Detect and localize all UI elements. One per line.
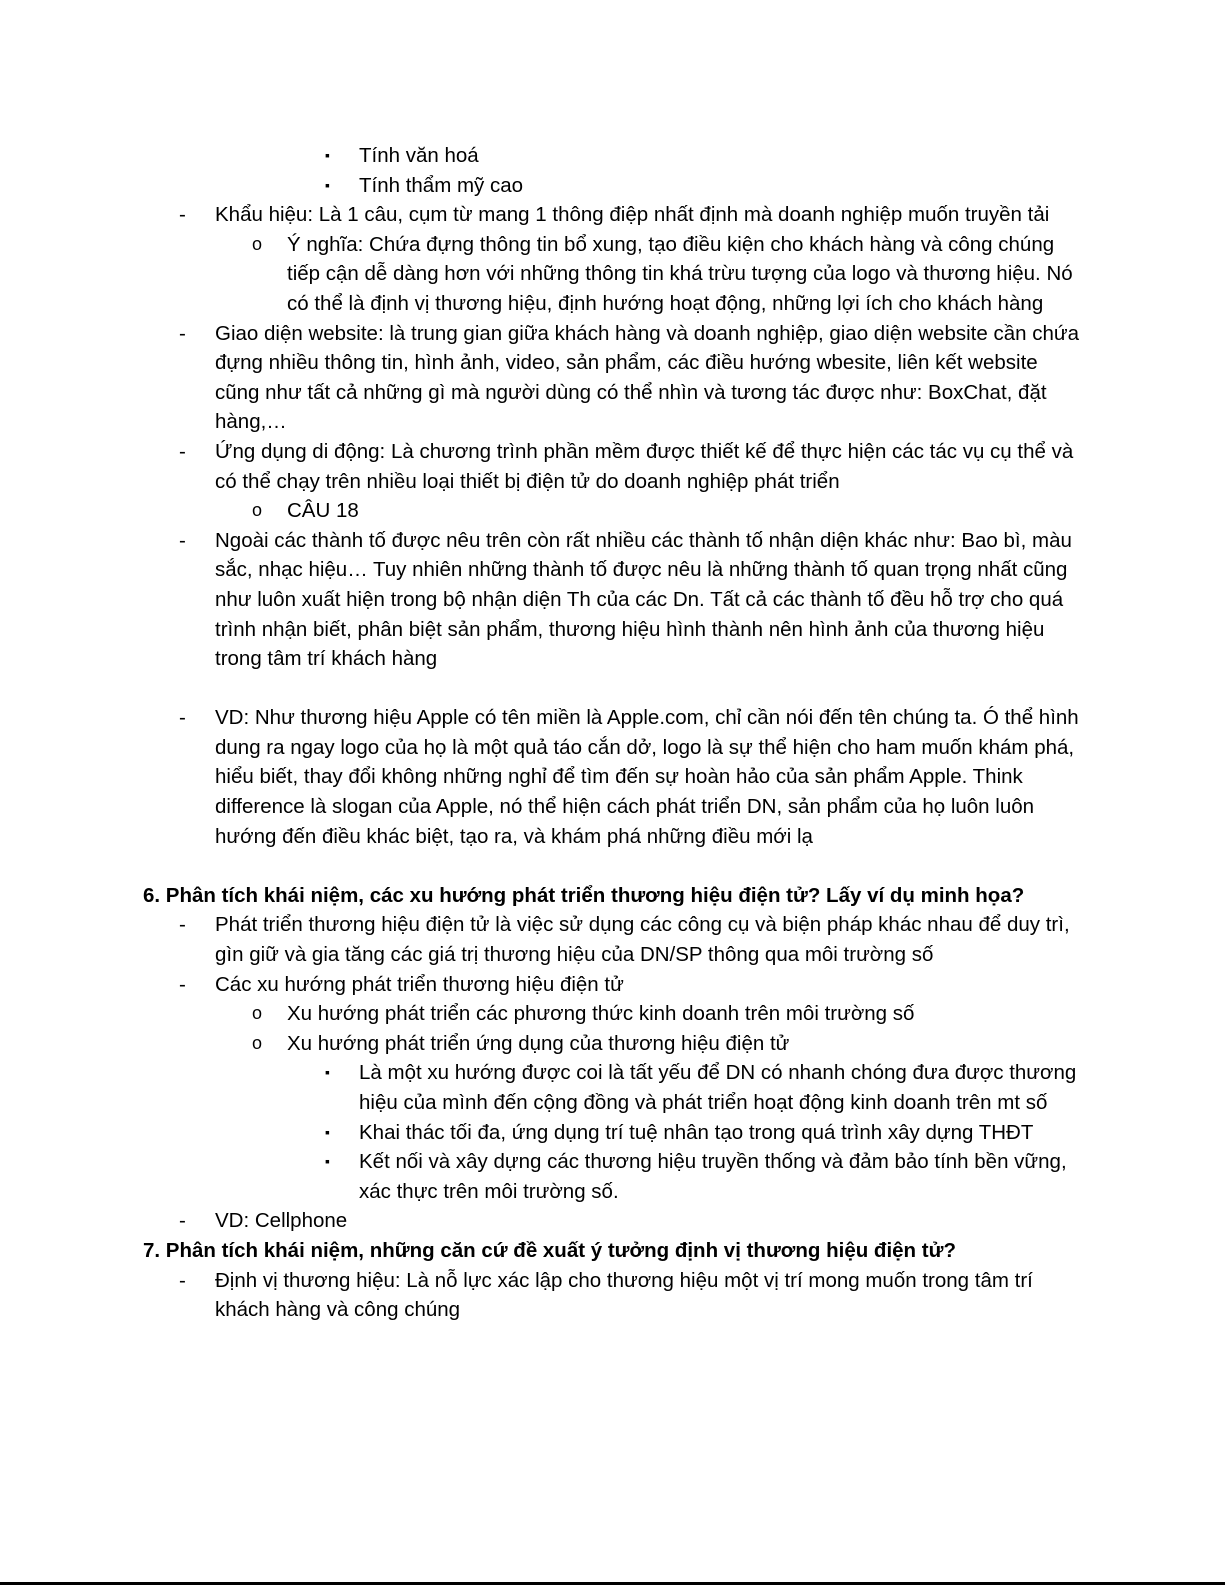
list-item-text: Các xu hướng phát triển thương hiệu điện tử [215, 972, 624, 996]
document-page [0, 141, 1225, 1325]
list-item-text: Xu hướng phát triển ứng dụng của thương hiệu điện tử [287, 1031, 790, 1055]
list-item [0, 1118, 1086, 1148]
dash-bullet-icon: - [179, 972, 186, 996]
list-item [0, 200, 1085, 230]
list-item [0, 496, 1087, 526]
square-bullet-icon: ▪ [325, 147, 330, 163]
list-item [0, 999, 1087, 1029]
list-item [0, 1206, 1085, 1236]
dash-bullet-icon: - [179, 321, 186, 345]
list-item-text: Định vị thương hiệu: Là nỗ lực xác lập cho thương hiệu một vị trí mong muốn trong tâm trí khách hàng và công chúng [215, 1268, 1033, 1322]
circle-bullet-icon: o [252, 1032, 263, 1053]
dash-bullet-icon: - [179, 1268, 186, 1292]
square-bullet-icon: ▪ [325, 1064, 330, 1081]
list-item [0, 319, 1085, 437]
list-item-text: Ngoài các thành tố được nêu trên còn rất nhiều các thành tố nhận diện khác như: Bao bì, màu sắc, nhạc hiệu… Tuy nhiên những thành tố được nêu là những thành tố quan trọng nhất cũng như luôn xuất hiện trong bộ nhận diện Th của các Dn. Tất cả các thành tố đều hỗ trợ cho quá trình nhận biết, phân biệt sản phẩm, thương hiệu hình thành nên hình ảnh của thương hiệu trong tâm trí khách hàng [215, 528, 1072, 671]
list-item [0, 230, 1087, 319]
circle-bullet-icon: o [252, 500, 263, 521]
list-item-text: Xu hướng phát triển các phương thức kinh doanh trên môi trường số [287, 1002, 915, 1026]
list-item [0, 437, 1085, 496]
blank-line [0, 674, 1225, 704]
dash-bullet-icon: - [179, 528, 186, 552]
list-item-text: Phát triển thương hiệu điện tử là việc sử dụng các công cụ và biện pháp khác nhau để duy trì, gìn giữ và gia tăng các giá trị thương hiệu của DN/SP thông qua môi trường số [215, 913, 1070, 967]
list-item [0, 1029, 1087, 1059]
dash-bullet-icon: - [179, 439, 186, 463]
dash-bullet-icon: - [179, 706, 186, 730]
list-item [0, 171, 1086, 201]
list-item [0, 970, 1085, 1000]
list-item [0, 1147, 1086, 1206]
dash-bullet-icon: - [179, 1209, 186, 1233]
list-item-text: Giao diện website: là trung gian giữa khách hàng và doanh nghiệp, giao diện website cần chứa đựng nhiều thông tin, hình ảnh, video, sản phẩm, các điều hướng wbesite, liên kết website cũng như tất cả những gì mà người dùng có thể nhìn và tương tác được như: BoxChat, đặt hàng,… [215, 321, 1079, 434]
list-item-text: Tính thẩm mỹ cao [359, 173, 524, 197]
list-item-text: Ý nghĩa: Chứa đựng thông tin bổ xung, tạo điều kiện cho khách hàng và công chúng tiếp cận dễ dàng hơn với những thông tin khá trừu tượng của logo và thương hiệu. Nó có thể là định vị thương hiệu, định hướng hoạt động, những lợi ích cho khách hàng [287, 232, 1073, 315]
blank-line [0, 851, 1225, 881]
circle-bullet-icon: o [252, 1003, 263, 1024]
list-item-text: Kết nối và xây dựng các thương hiệu truyền thống và đảm bảo tính bền vững, xác thực trên môi trường số. [359, 1150, 1067, 1203]
list-item-text: VD: Như thương hiệu Apple có tên miền là Apple.com, chỉ cần nói đến tên chúng ta. Ó thể hình dung ra ngay logo của họ là một quả táo cắn dở, logo là sự thể hiện cho ham muốn khám phá, hiểu biết, thay đổi không những nghỉ để tìm đến sự hoàn hảo của sản phẩm Apple. Think difference là slogan của Apple, nó thể hiện cách phát triển DN, sản phẩm của họ luôn luôn hướng đến điều khác biệt, tạo ra, và khám phá những điều mới lạ [215, 706, 1079, 848]
list-item-text: VD: Cellphone [215, 1209, 348, 1233]
square-bullet-icon: ▪ [325, 1123, 330, 1140]
dash-bullet-icon: - [179, 913, 186, 937]
dash-bullet-icon: - [179, 203, 186, 227]
list-item [0, 526, 1085, 674]
section-7-heading: 7. Phân tích khái niệm, những căn cứ đề xuất ý tưởng định vị thương hiệu điện tử? [143, 1238, 956, 1262]
list-item-text: Tính văn hoá [359, 144, 479, 167]
section-6-heading: 6. Phân tích khái niệm, các xu hướng phát triển thương hiệu điện tử? Lấy ví dụ minh họa? [143, 883, 1025, 907]
list-item [0, 703, 1085, 851]
square-bullet-icon: ▪ [325, 176, 330, 193]
list-item [0, 141, 1086, 171]
list-item [0, 910, 1085, 969]
circle-bullet-icon: o [252, 233, 263, 254]
list-item-text: Là một xu hướng được coi là tất yếu để DN có nhanh chóng đưa được thương hiệu của mình đến cộng đồng và phát triển hoạt động kinh doanh trên mt số [359, 1061, 1077, 1114]
list-item-text: Ứng dụng di động: Là chương trình phần mềm được thiết kế để thực hiện các tác vụ cụ thể và có thể chạy trên nhiều loại thiết bị điện tử do doanh nghiệp phát triển [215, 439, 1074, 493]
list-item-text: Khẩu hiệu: Là 1 câu, cụm từ mang 1 thông điệp nhất định mà doanh nghiệp muốn truyền tải [215, 203, 1050, 227]
list-item-text: Khai thác tối đa, ứng dụng trí tuệ nhân tạo trong quá trình xây dựng THĐT [359, 1120, 1034, 1144]
list-item [0, 1266, 1085, 1325]
list-item-text: CÂU 18 [287, 499, 359, 523]
list-item [0, 1058, 1086, 1117]
square-bullet-icon: ▪ [325, 1153, 330, 1170]
